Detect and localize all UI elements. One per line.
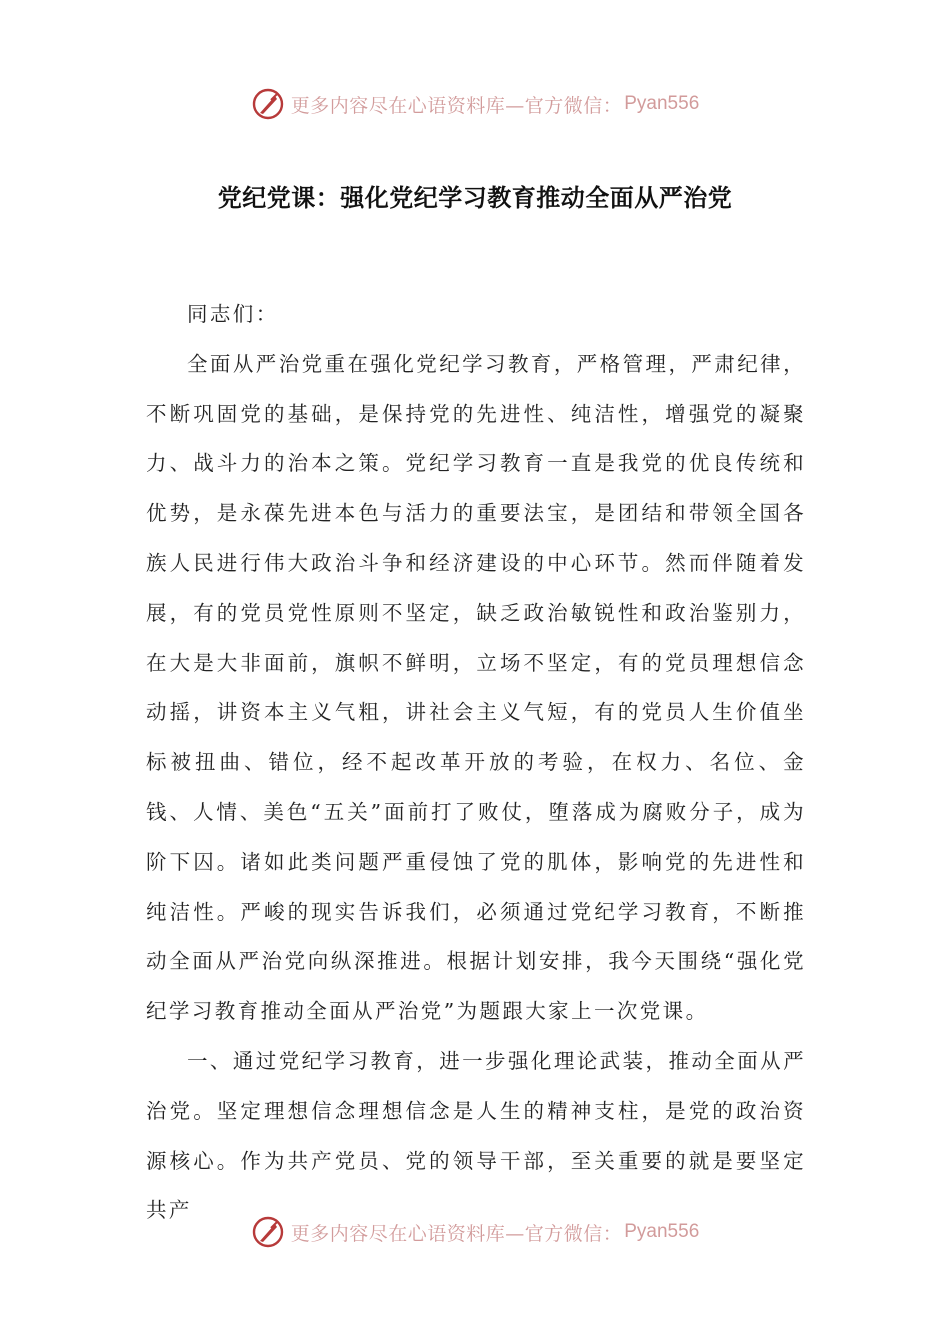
- watermark-wechat-id: Pyan556: [624, 1221, 700, 1242]
- document-body: [146, 290, 806, 1236]
- quill-logo-icon: [251, 87, 285, 121]
- footer-watermark: [0, 1212, 950, 1252]
- watermark-text: 更多内容尽在心语资料库—官方微信：: [290, 1222, 623, 1245]
- paragraph: 全面从严治党重在强化党纪学习教育，严格管理，严肃纪律，不断巩固党的基础，是保持党的先进性、纯洁性，增强党的凝聚力、战斗力的治本之策。党纪学习教育一直是我党的优良传统和优势，是永葆先进本色与活力的重要法宝，是团结和带领全国各族人民进行伟大政治斗争和经济建设的中心环节。然而伴随着发展，有的党员党性原则不坚定，缺乏政治敏锐性和政治鉴别力，在大是大非面前，旗帜不鲜明，立场不坚定，有的党员理想信念动摇，讲资本主义气粗，讲社会主义气短，有的党员人生价值坐标被扭曲、错位，经不起改革开放的考验，在权力、名位、金钱、人情、美色“五关”面前打了败仗，堕落成为腐败分子，成为阶下囚。诸如此类问题严重侵蚀了党的肌体，影响党的先进性和纯洁性。严峻的现实告诉我们，必须通过党纪学习教育，不断推动全面从严治党向纵深推进。根据计划安排，我今天围绕“强化党纪学习教育推动全面从严治党”为题跟大家上一次党课。: [146, 351, 806, 1024]
- watermark-text: 更多内容尽在心语资料库—官方微信：: [290, 94, 623, 117]
- document-title: 党纪党课：强化党纪学习教育推动全面从严治党: [217, 184, 733, 212]
- watermark-wechat-id: Pyan556: [624, 93, 700, 114]
- quill-logo-icon: [251, 1215, 285, 1249]
- header-watermark: [0, 84, 950, 124]
- paragraph: 一、通过党纪学习教育，进一步强化理论武装，推动全面从严治党。坚定理想信念理想信念是人生的精神支柱，是党的政治资源核心。作为共产党员、党的领导干部，至关重要的就是要坚定共产: [146, 1048, 806, 1223]
- greeting: 同志们：: [187, 302, 279, 326]
